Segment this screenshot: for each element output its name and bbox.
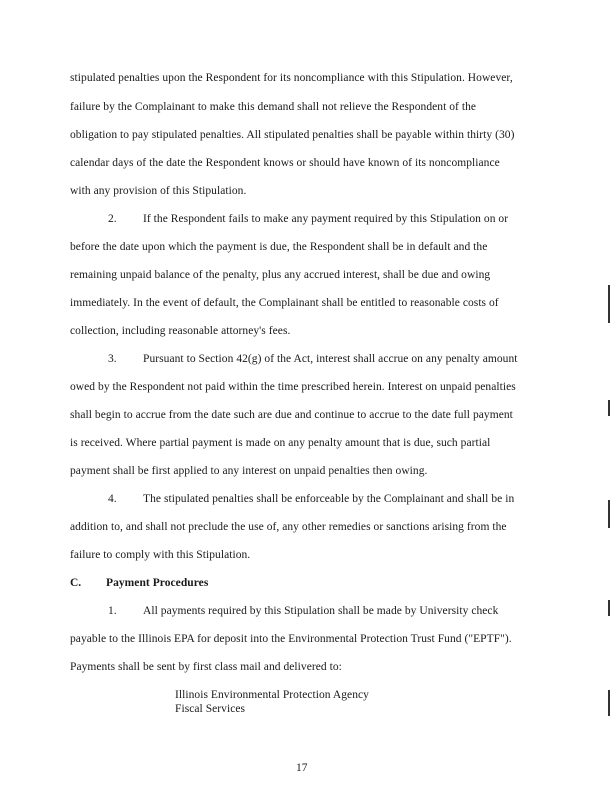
address-line: Illinois Environmental Protection Agency: [175, 689, 369, 701]
scan-edge-mark: [608, 690, 610, 716]
body-text-line: before the date upon which the payment is due, the Respondent shall be in default and the: [70, 241, 488, 253]
scan-edge-mark: [608, 400, 610, 416]
paragraph-number: 4.: [108, 493, 117, 505]
body-text-line: is received. Where partial payment is made on any penalty amount that is due, such partial: [70, 437, 491, 449]
scan-edge-mark: [608, 600, 610, 616]
body-text-line: payment shall be first applied to any interest on unpaid penalties then owing.: [70, 465, 428, 477]
scan-edge-mark: [608, 500, 610, 528]
body-text-line: The stipulated penalties shall be enforceable by the Complainant and shall be in: [143, 493, 515, 505]
body-text-line: payable to the Illinois EPA for deposit into the Environmental Protection Trust Fund ("EPTF").: [70, 633, 512, 645]
body-text-line: If the Respondent fails to make any payment required by this Stipulation on or: [143, 213, 509, 225]
body-text-line: stipulated penalties upon the Respondent for its noncompliance with this Stipulation. However,: [70, 72, 513, 84]
body-text-line: immediately. In the event of default, the Complainant shall be entitled to reasonable costs of: [70, 297, 499, 309]
section-letter: C.: [70, 577, 82, 589]
body-text-line: collection, including reasonable attorney's fees.: [70, 325, 291, 337]
page-number: 17: [296, 762, 308, 774]
body-text-line: remaining unpaid balance of the penalty, plus any accrued interest, shall be due and owing: [70, 269, 491, 281]
paragraph-number: 1.: [108, 605, 117, 617]
body-text-line: shall begin to accrue from the date such are due and continue to accrue to the date full payment: [70, 409, 513, 421]
body-text-line: All payments required by this Stipulation shall be made by University check: [143, 605, 499, 617]
body-text-line: Pursuant to Section 42(g) of the Act, interest shall accrue on any penalty amount: [143, 353, 518, 365]
paragraph-number: 2.: [108, 213, 117, 225]
paragraph-number: 3.: [108, 353, 117, 365]
section-heading: Payment Procedures: [106, 577, 209, 589]
body-text-line: owed by the Respondent not paid within the time prescribed herein. Interest on unpaid penalties: [70, 381, 516, 393]
address-line: Fiscal Services: [175, 703, 246, 715]
body-text-line: failure to comply with this Stipulation.: [70, 549, 251, 561]
scan-edge-mark: [608, 285, 610, 323]
body-text-line: Payments shall be sent by first class mail and delivered to:: [70, 661, 342, 673]
body-text-line: addition to, and shall not preclude the use of, any other remedies or sanctions arising from the: [70, 521, 507, 533]
body-text-line: with any provision of this Stipulation.: [70, 185, 247, 197]
body-text-line: obligation to pay stipulated penalties. All stipulated penalties shall be payable within thirty (30): [70, 129, 515, 141]
body-text-line: failure by the Complainant to make this demand shall not relieve the Respondent of the: [70, 101, 477, 113]
body-text-line: calendar days of the date the Respondent knows or should have known of its noncompliance: [70, 157, 500, 169]
